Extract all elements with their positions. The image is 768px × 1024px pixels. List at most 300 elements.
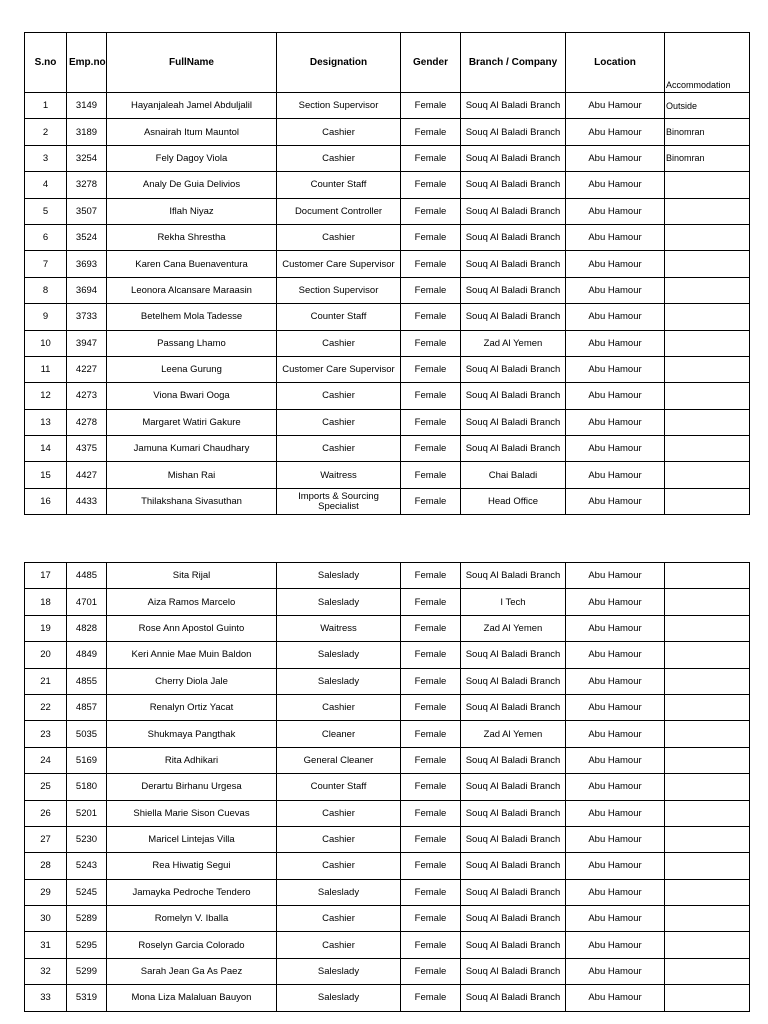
cell-sno: 25: [25, 774, 67, 800]
cell-fullname: Karen Cana Buenaventura: [107, 251, 277, 277]
cell-branch: Souq Al Baladi Branch: [461, 277, 566, 303]
cell-location: Abu Hamour: [566, 906, 665, 932]
cell-gender: Female: [401, 304, 461, 330]
cell-designation: Cleaner: [277, 721, 401, 747]
cell-branch: Souq Al Baladi Branch: [461, 747, 566, 773]
cell-designation: Cashier: [277, 826, 401, 852]
cell-empno: 3149: [67, 93, 107, 119]
cell-branch: Souq Al Baladi Branch: [461, 906, 566, 932]
cell-branch: Souq Al Baladi Branch: [461, 93, 566, 119]
header-accommodation: Accommodation: [665, 33, 750, 93]
cell-sno: 8: [25, 277, 67, 303]
cell-sno: 11: [25, 356, 67, 382]
cell-designation: Imports & Sourcing Specialist: [277, 488, 401, 514]
cell-gender: Female: [401, 198, 461, 224]
cell-designation: Cashier: [277, 119, 401, 145]
cell-designation: Cashier: [277, 330, 401, 356]
cell-location: Abu Hamour: [566, 932, 665, 958]
cell-branch: Chai Baladi: [461, 462, 566, 488]
cell-empno: 4375: [67, 436, 107, 462]
employee-table-2: [24, 562, 750, 1012]
cell-fullname: Viona Bwari Ooga: [107, 383, 277, 409]
cell-accommodation: [665, 436, 750, 462]
table-header-row: [25, 33, 750, 93]
cell-branch: Souq Al Baladi Branch: [461, 224, 566, 250]
cell-gender: Female: [401, 172, 461, 198]
cell-location: Abu Hamour: [566, 721, 665, 747]
cell-branch: Head Office: [461, 488, 566, 514]
table-row: [25, 563, 750, 589]
cell-designation: Cashier: [277, 383, 401, 409]
cell-empno: 4828: [67, 615, 107, 641]
table-row: [25, 853, 750, 879]
table-row: [25, 694, 750, 720]
cell-branch: Souq Al Baladi Branch: [461, 668, 566, 694]
cell-empno: 5201: [67, 800, 107, 826]
cell-gender: Female: [401, 145, 461, 171]
cell-accommodation: [665, 642, 750, 668]
cell-location: Abu Hamour: [566, 853, 665, 879]
cell-gender: Female: [401, 119, 461, 145]
cell-fullname: Romelyn V. Iballa: [107, 906, 277, 932]
cell-sno: 33: [25, 985, 67, 1011]
cell-gender: Female: [401, 356, 461, 382]
cell-designation: Customer Care Supervisor: [277, 356, 401, 382]
table-row: [25, 383, 750, 409]
cell-location: Abu Hamour: [566, 615, 665, 641]
cell-fullname: Rose Ann Apostol Guinto: [107, 615, 277, 641]
cell-fullname: Fely Dagoy Viola: [107, 145, 277, 171]
cell-designation: Cashier: [277, 436, 401, 462]
cell-empno: 3507: [67, 198, 107, 224]
cell-sno: 1: [25, 93, 67, 119]
cell-gender: Female: [401, 462, 461, 488]
cell-accommodation: [665, 356, 750, 382]
cell-empno: 3278: [67, 172, 107, 198]
cell-accommodation: [665, 615, 750, 641]
cell-accommodation: [665, 172, 750, 198]
cell-empno: 5035: [67, 721, 107, 747]
cell-branch: Souq Al Baladi Branch: [461, 383, 566, 409]
cell-gender: Female: [401, 906, 461, 932]
table-row: [25, 356, 750, 382]
cell-fullname: Shukmaya Pangthak: [107, 721, 277, 747]
cell-sno: 18: [25, 589, 67, 615]
cell-accommodation: [665, 198, 750, 224]
cell-sno: 7: [25, 251, 67, 277]
cell-sno: 16: [25, 488, 67, 514]
cell-branch: Zad Al Yemen: [461, 330, 566, 356]
employee-table-1: [24, 32, 750, 515]
cell-accommodation: [665, 958, 750, 984]
table-row: [25, 462, 750, 488]
cell-location: Abu Hamour: [566, 198, 665, 224]
cell-gender: Female: [401, 563, 461, 589]
cell-branch: Souq Al Baladi Branch: [461, 356, 566, 382]
cell-sno: 32: [25, 958, 67, 984]
cell-designation: Document Controller: [277, 198, 401, 224]
cell-designation: Saleslady: [277, 879, 401, 905]
cell-empno: 4273: [67, 383, 107, 409]
cell-empno: 5243: [67, 853, 107, 879]
cell-designation: Cashier: [277, 932, 401, 958]
cell-location: Abu Hamour: [566, 251, 665, 277]
cell-designation: Saleslady: [277, 668, 401, 694]
cell-accommodation: Binomran: [665, 119, 750, 145]
table-row: [25, 800, 750, 826]
cell-designation: Cashier: [277, 224, 401, 250]
cell-empno: 5319: [67, 985, 107, 1011]
cell-fullname: Betelhem Mola Tadesse: [107, 304, 277, 330]
cell-gender: Female: [401, 93, 461, 119]
cell-designation: Section Supervisor: [277, 277, 401, 303]
cell-designation: Cashier: [277, 853, 401, 879]
cell-accommodation: [665, 383, 750, 409]
cell-gender: Female: [401, 958, 461, 984]
cell-location: Abu Hamour: [566, 224, 665, 250]
cell-sno: 4: [25, 172, 67, 198]
cell-gender: Female: [401, 615, 461, 641]
cell-fullname: Sarah Jean Ga As Paez: [107, 958, 277, 984]
cell-accommodation: [665, 747, 750, 773]
cell-designation: Section Supervisor: [277, 93, 401, 119]
cell-accommodation: [665, 330, 750, 356]
cell-branch: Souq Al Baladi Branch: [461, 985, 566, 1011]
cell-accommodation: [665, 409, 750, 435]
cell-location: Abu Hamour: [566, 409, 665, 435]
cell-fullname: Roselyn Garcia Colorado: [107, 932, 277, 958]
cell-sno: 31: [25, 932, 67, 958]
cell-accommodation: [665, 853, 750, 879]
table-row: [25, 985, 750, 1011]
cell-accommodation: [665, 251, 750, 277]
cell-location: Abu Hamour: [566, 462, 665, 488]
cell-sno: 13: [25, 409, 67, 435]
cell-empno: 4433: [67, 488, 107, 514]
cell-empno: 3524: [67, 224, 107, 250]
cell-fullname: Renalyn Ortiz Yacat: [107, 694, 277, 720]
cell-gender: Female: [401, 277, 461, 303]
cell-fullname: Iflah Niyaz: [107, 198, 277, 224]
cell-accommodation: [665, 906, 750, 932]
cell-fullname: Maricel Lintejas Villa: [107, 826, 277, 852]
cell-designation: Cashier: [277, 906, 401, 932]
cell-accommodation: [665, 277, 750, 303]
cell-designation: Waitress: [277, 462, 401, 488]
cell-designation: Saleslady: [277, 589, 401, 615]
table-row: [25, 615, 750, 641]
cell-empno: 4427: [67, 462, 107, 488]
table-row: [25, 93, 750, 119]
cell-empno: 4855: [67, 668, 107, 694]
cell-sno: 2: [25, 119, 67, 145]
cell-branch: Souq Al Baladi Branch: [461, 879, 566, 905]
cell-sno: 3: [25, 145, 67, 171]
cell-sno: 28: [25, 853, 67, 879]
cell-gender: Female: [401, 800, 461, 826]
cell-empno: 5289: [67, 906, 107, 932]
cell-empno: 5299: [67, 958, 107, 984]
cell-branch: Souq Al Baladi Branch: [461, 800, 566, 826]
cell-fullname: Jamuna Kumari Chaudhary: [107, 436, 277, 462]
cell-branch: Souq Al Baladi Branch: [461, 251, 566, 277]
cell-sno: 14: [25, 436, 67, 462]
cell-sno: 20: [25, 642, 67, 668]
cell-fullname: Derartu Birhanu Urgesa: [107, 774, 277, 800]
cell-sno: 15: [25, 462, 67, 488]
cell-accommodation: [665, 932, 750, 958]
cell-gender: Female: [401, 932, 461, 958]
cell-accommodation: [665, 488, 750, 514]
cell-gender: Female: [401, 668, 461, 694]
table-row: [25, 879, 750, 905]
cell-designation: Cashier: [277, 145, 401, 171]
cell-branch: Souq Al Baladi Branch: [461, 145, 566, 171]
cell-designation: Counter Staff: [277, 774, 401, 800]
cell-designation: General Cleaner: [277, 747, 401, 773]
cell-accommodation: Outside: [665, 93, 750, 119]
cell-fullname: Passang Lhamo: [107, 330, 277, 356]
cell-designation: Saleslady: [277, 563, 401, 589]
cell-location: Abu Hamour: [566, 826, 665, 852]
cell-gender: Female: [401, 853, 461, 879]
cell-designation: Saleslady: [277, 958, 401, 984]
cell-empno: 5169: [67, 747, 107, 773]
cell-accommodation: [665, 826, 750, 852]
cell-branch: Souq Al Baladi Branch: [461, 304, 566, 330]
cell-sno: 26: [25, 800, 67, 826]
cell-location: Abu Hamour: [566, 383, 665, 409]
cell-empno: 5230: [67, 826, 107, 852]
cell-sno: 23: [25, 721, 67, 747]
cell-empno: 3733: [67, 304, 107, 330]
cell-gender: Female: [401, 721, 461, 747]
cell-location: Abu Hamour: [566, 304, 665, 330]
cell-gender: Female: [401, 409, 461, 435]
cell-fullname: Analy De Guia Delivios: [107, 172, 277, 198]
cell-empno: 5295: [67, 932, 107, 958]
cell-empno: 4701: [67, 589, 107, 615]
cell-fullname: Jamayka Pedroche Tendero: [107, 879, 277, 905]
table-row: [25, 906, 750, 932]
cell-gender: Female: [401, 826, 461, 852]
cell-empno: 5245: [67, 879, 107, 905]
cell-branch: Souq Al Baladi Branch: [461, 172, 566, 198]
cell-designation: Saleslady: [277, 985, 401, 1011]
header-fullname: FullName: [107, 33, 277, 93]
cell-empno: 4857: [67, 694, 107, 720]
cell-accommodation: [665, 462, 750, 488]
cell-branch: Zad Al Yemen: [461, 721, 566, 747]
cell-branch: Souq Al Baladi Branch: [461, 436, 566, 462]
cell-accommodation: [665, 304, 750, 330]
cell-fullname: Shiella Marie Sison Cuevas: [107, 800, 277, 826]
cell-branch: Souq Al Baladi Branch: [461, 774, 566, 800]
table-row: [25, 330, 750, 356]
cell-gender: Female: [401, 774, 461, 800]
header-sno: S.no: [25, 33, 67, 93]
table-row: [25, 277, 750, 303]
table-1-body: [25, 93, 750, 515]
cell-empno: 3189: [67, 119, 107, 145]
cell-accommodation: [665, 774, 750, 800]
cell-location: Abu Hamour: [566, 642, 665, 668]
cell-sno: 9: [25, 304, 67, 330]
cell-accommodation: [665, 563, 750, 589]
cell-empno: 4485: [67, 563, 107, 589]
cell-designation: Cashier: [277, 409, 401, 435]
cell-location: Abu Hamour: [566, 172, 665, 198]
cell-branch: Souq Al Baladi Branch: [461, 563, 566, 589]
cell-location: Abu Hamour: [566, 563, 665, 589]
table-row: [25, 145, 750, 171]
cell-sno: 21: [25, 668, 67, 694]
header-location: Location: [566, 33, 665, 93]
cell-designation: Saleslady: [277, 642, 401, 668]
cell-gender: Female: [401, 642, 461, 668]
cell-branch: Souq Al Baladi Branch: [461, 694, 566, 720]
cell-location: Abu Hamour: [566, 747, 665, 773]
cell-sno: 27: [25, 826, 67, 852]
cell-location: Abu Hamour: [566, 589, 665, 615]
cell-fullname: Leena Gurung: [107, 356, 277, 382]
cell-sno: 10: [25, 330, 67, 356]
cell-accommodation: [665, 694, 750, 720]
cell-empno: 3694: [67, 277, 107, 303]
cell-fullname: Cherry Diola Jale: [107, 668, 277, 694]
cell-accommodation: [665, 668, 750, 694]
cell-branch: Souq Al Baladi Branch: [461, 958, 566, 984]
cell-location: Abu Hamour: [566, 356, 665, 382]
cell-fullname: Margaret Watiri Gakure: [107, 409, 277, 435]
cell-empno: 3947: [67, 330, 107, 356]
cell-accommodation: Binomran: [665, 145, 750, 171]
cell-fullname: Rekha Shrestha: [107, 224, 277, 250]
cell-fullname: Keri Annie Mae Muin Baldon: [107, 642, 277, 668]
cell-designation: Customer Care Supervisor: [277, 251, 401, 277]
cell-empno: 5180: [67, 774, 107, 800]
table-row: [25, 409, 750, 435]
table-row: [25, 119, 750, 145]
cell-empno: 4278: [67, 409, 107, 435]
table-row: [25, 747, 750, 773]
cell-sno: 22: [25, 694, 67, 720]
cell-fullname: Mona Liza Malaluan Bauyon: [107, 985, 277, 1011]
cell-location: Abu Hamour: [566, 985, 665, 1011]
cell-gender: Female: [401, 251, 461, 277]
table-row: [25, 668, 750, 694]
cell-sno: 5: [25, 198, 67, 224]
cell-gender: Female: [401, 879, 461, 905]
cell-location: Abu Hamour: [566, 277, 665, 303]
cell-location: Abu Hamour: [566, 879, 665, 905]
cell-fullname: Rita Adhikari: [107, 747, 277, 773]
cell-gender: Female: [401, 589, 461, 615]
cell-location: Abu Hamour: [566, 668, 665, 694]
cell-accommodation: [665, 985, 750, 1011]
cell-sno: 24: [25, 747, 67, 773]
cell-gender: Female: [401, 694, 461, 720]
cell-accommodation: [665, 879, 750, 905]
cell-branch: Souq Al Baladi Branch: [461, 853, 566, 879]
header-gender: Gender: [401, 33, 461, 93]
header-branch: Branch / Company: [461, 33, 566, 93]
cell-fullname: Rea Hiwatig Segui: [107, 853, 277, 879]
cell-branch: Souq Al Baladi Branch: [461, 119, 566, 145]
cell-sno: 30: [25, 906, 67, 932]
table-2-body: [25, 563, 750, 1012]
table-row: [25, 224, 750, 250]
cell-location: Abu Hamour: [566, 330, 665, 356]
cell-sno: 6: [25, 224, 67, 250]
cell-gender: Female: [401, 985, 461, 1011]
cell-fullname: Leonora Alcansare Maraasin: [107, 277, 277, 303]
table-row: [25, 721, 750, 747]
table-row: [25, 172, 750, 198]
cell-fullname: Aiza Ramos Marcelo: [107, 589, 277, 615]
cell-designation: Counter Staff: [277, 172, 401, 198]
cell-accommodation: [665, 721, 750, 747]
table-row: [25, 932, 750, 958]
cell-empno: 3254: [67, 145, 107, 171]
cell-sno: 19: [25, 615, 67, 641]
table-row: [25, 251, 750, 277]
table-row: [25, 589, 750, 615]
cell-gender: Female: [401, 330, 461, 356]
cell-gender: Female: [401, 224, 461, 250]
cell-designation: Cashier: [277, 800, 401, 826]
cell-location: Abu Hamour: [566, 694, 665, 720]
cell-empno: 4849: [67, 642, 107, 668]
cell-location: Abu Hamour: [566, 119, 665, 145]
cell-accommodation: [665, 224, 750, 250]
cell-empno: 3693: [67, 251, 107, 277]
cell-location: Abu Hamour: [566, 488, 665, 514]
cell-location: Abu Hamour: [566, 774, 665, 800]
cell-empno: 4227: [67, 356, 107, 382]
cell-designation: Counter Staff: [277, 304, 401, 330]
cell-branch: Souq Al Baladi Branch: [461, 932, 566, 958]
cell-branch: Zad Al Yemen: [461, 615, 566, 641]
cell-sno: 29: [25, 879, 67, 905]
header-designation: Designation: [277, 33, 401, 93]
cell-fullname: Hayanjaleah Jamel Abduljalil: [107, 93, 277, 119]
cell-sno: 17: [25, 563, 67, 589]
cell-designation: Waitress: [277, 615, 401, 641]
cell-branch: Souq Al Baladi Branch: [461, 642, 566, 668]
table-row: [25, 198, 750, 224]
table-row: [25, 304, 750, 330]
cell-branch: I Tech: [461, 589, 566, 615]
cell-gender: Female: [401, 383, 461, 409]
cell-fullname: Asnairah Itum Mauntol: [107, 119, 277, 145]
table-row: [25, 488, 750, 514]
cell-gender: Female: [401, 488, 461, 514]
table-row: [25, 642, 750, 668]
cell-accommodation: [665, 589, 750, 615]
cell-accommodation: [665, 800, 750, 826]
cell-fullname: Thilakshana Sivasuthan: [107, 488, 277, 514]
cell-branch: Souq Al Baladi Branch: [461, 409, 566, 435]
cell-sno: 12: [25, 383, 67, 409]
cell-location: Abu Hamour: [566, 958, 665, 984]
cell-location: Abu Hamour: [566, 145, 665, 171]
cell-gender: Female: [401, 747, 461, 773]
cell-designation: Cashier: [277, 694, 401, 720]
table-row: [25, 826, 750, 852]
table-row: [25, 436, 750, 462]
cell-branch: Souq Al Baladi Branch: [461, 198, 566, 224]
